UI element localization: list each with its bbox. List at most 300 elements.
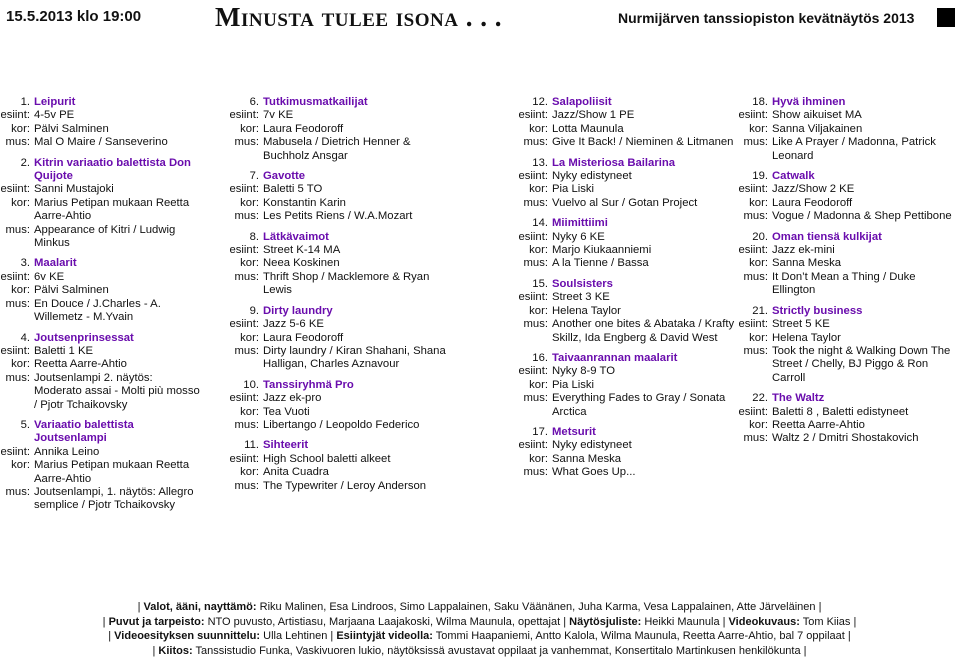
credit-text: Heikki Maunula (644, 616, 719, 628)
field-label: esiint: (218, 244, 263, 257)
field-label: esiint: (722, 183, 772, 196)
field-label: mus: (505, 257, 552, 270)
item-title: Sihteerit (263, 439, 453, 452)
choreographer: Anita Cuadra (263, 466, 453, 479)
performers: Nyky 6 KE (552, 231, 735, 244)
item-performers-row (505, 439, 735, 452)
credit-label: Puvut ja tarpeisto: (109, 616, 205, 628)
item-music-row (505, 392, 735, 419)
program-item (505, 278, 735, 345)
music: Everything Fades to Gray / Sonata Arctica (552, 392, 735, 419)
item-item-title-row (722, 170, 959, 183)
item-choreographer-row (722, 197, 959, 210)
field-label: kor: (218, 257, 263, 270)
item-music-row (218, 345, 453, 372)
music: Appearance of Kitri / Ludwig Minkus (34, 224, 200, 251)
field-label: esiint: (505, 439, 552, 452)
field-label: mus: (218, 345, 263, 372)
item-number: 8. (218, 231, 263, 244)
corner-block (937, 8, 955, 27)
program-item (0, 257, 200, 324)
choreographer: Laura Feodoroff (263, 332, 453, 345)
item-performers-row (218, 109, 453, 122)
music: Vuelvo al Sur / Gotan Project (552, 197, 735, 210)
field-label: mus: (505, 318, 552, 345)
field-label: kor: (0, 123, 34, 136)
credits-line-2: | Puvut ja tarpeisto: NTO puvusto, Artistiasu, Marjaana Laajakoski, Wilma Maunula, opettajat | Näytösjuliste: Heikki Maunula | Videokuvaus: Tom Kiias | (0, 615, 959, 630)
item-item-title-row (218, 379, 453, 392)
program-item (722, 305, 959, 385)
performers: Nyky edistyneet (552, 439, 735, 452)
item-number: 7. (218, 170, 263, 183)
item-item-title-row (722, 392, 959, 405)
item-performers-row (0, 183, 200, 196)
item-choreographer-row (0, 459, 200, 486)
item-number: 11. (218, 439, 263, 452)
page-title: Minusta tulee isona . . . (215, 2, 502, 33)
performers: Jazz ek-pro (263, 392, 453, 405)
item-choreographer-row (505, 379, 735, 392)
field-label: esiint: (218, 109, 263, 122)
field-label: kor: (722, 332, 772, 345)
item-music-row (218, 271, 453, 298)
music: Dirty laundry / Kiran Shahani, Shana Halligan, Charles Aznavour (263, 345, 453, 372)
field-label: esiint: (0, 183, 34, 196)
item-title: Miimittiimi (552, 217, 735, 230)
field-label: mus: (218, 271, 263, 298)
item-number: 18. (722, 96, 772, 109)
program-item (218, 439, 453, 493)
item-choreographer-row (0, 284, 200, 297)
field-label: esiint: (218, 392, 263, 405)
item-music-row (722, 136, 959, 163)
field-label: kor: (505, 305, 552, 318)
choreographer: Laura Feodoroff (263, 123, 453, 136)
event-date: 15.5.2013 klo 19:00 (6, 8, 141, 25)
field-label: kor: (505, 123, 552, 136)
item-performers-row (218, 183, 453, 196)
program-item (722, 96, 959, 163)
performers: Street 5 KE (772, 318, 959, 331)
program-item (218, 170, 453, 224)
music: Mal O Maire / Sanseverino (34, 136, 200, 149)
item-title: Dirty laundry (263, 305, 453, 318)
field-label: esiint: (722, 244, 772, 257)
page-subtitle: Nurmijärven tanssiopiston kevätnäytös 2013 (618, 10, 914, 26)
choreographer: Marius Petipan mukaan Reetta Aarre-Ahtio (34, 197, 200, 224)
item-music-row (722, 210, 959, 223)
field-label: esiint: (722, 318, 772, 331)
choreographer: Marius Petipan mukaan Reetta Aarre-Ahtio (34, 459, 200, 486)
program-item (722, 231, 959, 298)
field-label: esiint: (218, 453, 263, 466)
item-music-row (0, 136, 200, 149)
item-choreographer-row (218, 406, 453, 419)
item-number: 10. (218, 379, 263, 392)
item-item-title-row (722, 305, 959, 318)
choreographer: Sanna Meska (552, 453, 735, 466)
item-music-row (505, 318, 735, 345)
item-performers-row (722, 183, 959, 196)
credit-text: Tom Kiias (803, 616, 851, 628)
item-item-title-row (722, 231, 959, 244)
choreographer: Sanna Viljakainen (772, 123, 959, 136)
item-number: 12. (505, 96, 552, 109)
credit-label: Videoesityksen suunnittelu: (114, 630, 260, 642)
field-label: mus: (722, 271, 772, 298)
item-music-row (0, 224, 200, 251)
music: Joutsenlampi 2. näytös: Moderato assai - Molti più mosso / Pjotr Tchaikovsky (34, 372, 200, 412)
item-choreographer-row (218, 466, 453, 479)
field-label: mus: (0, 372, 34, 412)
choreographer: Reetta Aarre-Ahtio (772, 419, 959, 432)
item-choreographer-row (722, 123, 959, 136)
item-choreographer-row (722, 332, 959, 345)
credits-line-3: | Videoesityksen suunnittelu: Ulla Lehtinen | Esiintyjät videolla: Tommi Haapaniemi, Antto Kalola, Wilma Maunula, Reetta Aarre-Ahtio, bal 7 oppilaat | (0, 629, 959, 644)
field-label: kor: (722, 123, 772, 136)
item-number: 5. (0, 419, 34, 446)
music: En Douce / J.Charles - A. Willemetz - M.Yvain (34, 298, 200, 325)
item-choreographer-row (218, 332, 453, 345)
item-title: Soulsisters (552, 278, 735, 291)
field-label: kor: (505, 183, 552, 196)
item-item-title-row (218, 96, 453, 109)
field-label: kor: (218, 466, 263, 479)
field-label: mus: (218, 136, 263, 163)
item-title: Oman tiensä kulkijat (772, 231, 959, 244)
program-column-2 (218, 96, 453, 500)
credit-text: Ulla Lehtinen (263, 630, 327, 642)
item-item-title-row (505, 352, 735, 365)
performers: High School baletti alkeet (263, 453, 453, 466)
field-label: esiint: (722, 406, 772, 419)
item-choreographer-row (505, 244, 735, 257)
music: Thrift Shop / Macklemore & Ryan Lewis (263, 271, 453, 298)
item-performers-row (722, 406, 959, 419)
item-choreographer-row (505, 123, 735, 136)
credit-label: Esiintyjät videolla: (336, 630, 433, 642)
item-number: 14. (505, 217, 552, 230)
field-label: kor: (0, 197, 34, 224)
performers: Jazz 5-6 KE (263, 318, 453, 331)
choreographer: Reetta Aarre-Ahtio (34, 358, 200, 371)
item-title: The Waltz (772, 392, 959, 405)
field-label: esiint: (722, 109, 772, 122)
item-item-title-row (505, 96, 735, 109)
item-music-row (0, 486, 200, 513)
performers: Show aikuiset MA (772, 109, 959, 122)
music: Les Petits Riens / W.A.Mozart (263, 210, 453, 223)
field-label: kor: (722, 419, 772, 432)
field-label: mus: (505, 392, 552, 419)
music: A la Tienne / Bassa (552, 257, 735, 270)
item-title: Joutsenprinsessat (34, 332, 200, 345)
credit-label: Valot, ääni, nayttämö: (143, 601, 256, 613)
item-performers-row (218, 244, 453, 257)
choreographer: Tea Vuoti (263, 406, 453, 419)
field-label: mus: (218, 480, 263, 493)
field-label: mus: (722, 432, 772, 445)
item-choreographer-row (722, 257, 959, 270)
field-label: mus: (722, 210, 772, 223)
music: Another one bites & Abataka / Krafty Skillz, Ida Engberg & David West (552, 318, 735, 345)
program-item (218, 305, 453, 372)
item-music-row (505, 257, 735, 270)
performers: Baletti 8 , Baletti edistyneet (772, 406, 959, 419)
field-label: kor: (0, 358, 34, 371)
item-number: 9. (218, 305, 263, 318)
program-item (505, 352, 735, 419)
field-label: mus: (218, 210, 263, 223)
item-title: Hyvä ihminen (772, 96, 959, 109)
item-item-title-row (505, 217, 735, 230)
item-item-title-row (218, 231, 453, 244)
item-music-row (722, 432, 959, 445)
program-column-1 (0, 96, 200, 520)
choreographer: Laura Feodoroff (772, 197, 959, 210)
program-item (505, 157, 735, 211)
item-title: Maalarit (34, 257, 200, 270)
music: Vogue / Madonna & Shep Pettibone (772, 210, 959, 223)
field-label: esiint: (218, 318, 263, 331)
choreographer: Konstantin Karin (263, 197, 453, 210)
performers: Nyky 8-9 TO (552, 365, 735, 378)
field-label: mus: (722, 345, 772, 385)
choreographer: Neea Koskinen (263, 257, 453, 270)
field-label: esiint: (505, 109, 552, 122)
item-performers-row (505, 231, 735, 244)
field-label: kor: (722, 197, 772, 210)
item-title: Salapoliisit (552, 96, 735, 109)
item-number: 19. (722, 170, 772, 183)
item-performers-row (722, 244, 959, 257)
item-title: La Misteriosa Bailarina (552, 157, 735, 170)
choreographer: Helena Taylor (772, 332, 959, 345)
field-label: kor: (218, 123, 263, 136)
item-item-title-row (0, 96, 200, 109)
program-column-3 (505, 96, 735, 487)
item-choreographer-row (505, 183, 735, 196)
field-label: mus: (0, 298, 34, 325)
program-column-4 (722, 96, 959, 453)
performers: Baletti 1 KE (34, 345, 200, 358)
item-item-title-row (505, 278, 735, 291)
item-number: 17. (505, 426, 552, 439)
item-performers-row (505, 109, 735, 122)
choreographer: Pälvi Salminen (34, 123, 200, 136)
item-number: 2. (0, 157, 34, 184)
item-performers-row (505, 170, 735, 183)
item-performers-row (505, 365, 735, 378)
item-title: Catwalk (772, 170, 959, 183)
credit-label: Kiitos: (158, 645, 192, 657)
field-label: kor: (722, 257, 772, 270)
program-item (722, 392, 959, 446)
item-item-title-row (0, 157, 200, 184)
field-label: esiint: (505, 291, 552, 304)
item-performers-row (722, 318, 959, 331)
music: It Don’t Mean a Thing / Duke Ellington (772, 271, 959, 298)
field-label: kor: (505, 379, 552, 392)
music: Took the night & Walking Down The Street / Chelly, BJ Piggo & Ron Carroll (772, 345, 959, 385)
credit-text: Tommi Haapaniemi, Antto Kalola, Wilma Maunula, Reetta Aarre-Ahtio, bal 7 oppilaat (436, 630, 845, 642)
performers: Annika Leino (34, 446, 200, 459)
item-number: 4. (0, 332, 34, 345)
item-title: Kitrin variaatio balettista Don Quijote (34, 157, 200, 184)
program-item (0, 419, 200, 513)
item-music-row (218, 210, 453, 223)
item-music-row (505, 197, 735, 210)
choreographer: Helena Taylor (552, 305, 735, 318)
choreographer: Marjo Kiukaanniemi (552, 244, 735, 257)
field-label: mus: (722, 136, 772, 163)
item-performers-row (0, 109, 200, 122)
field-label: kor: (0, 284, 34, 297)
performers: 7v KE (263, 109, 453, 122)
music: Waltz 2 / Dmitri Shostakovich (772, 432, 959, 445)
item-choreographer-row (218, 123, 453, 136)
item-music-row (0, 372, 200, 412)
item-performers-row (722, 109, 959, 122)
item-choreographer-row (722, 419, 959, 432)
music: What Goes Up... (552, 466, 735, 479)
choreographer: Sanna Meska (772, 257, 959, 270)
credit-label: Näytösjuliste: (569, 616, 641, 628)
program-item (218, 231, 453, 298)
performers: 6v KE (34, 271, 200, 284)
field-label: kor: (218, 406, 263, 419)
field-label: esiint: (505, 231, 552, 244)
item-title: Taivaanrannan maalarit (552, 352, 735, 365)
credits-line-1: | Valot, ääni, nayttämö: Riku Malinen, Esa Lindroos, Simo Lappalainen, Saku Väänänen, Juha Karma, Vesa Lappalainen, Atte Järveläinen | (0, 600, 959, 615)
music: Mabusela / Dietrich Henner & Buchholz Ansgar (263, 136, 453, 163)
item-number: 16. (505, 352, 552, 365)
item-performers-row (218, 453, 453, 466)
program-item (505, 96, 735, 150)
choreographer: Lotta Maunula (552, 123, 735, 136)
field-label: esiint: (0, 446, 34, 459)
item-title: Lätkävaimot (263, 231, 453, 244)
field-label: kor: (0, 459, 34, 486)
field-label: esiint: (0, 345, 34, 358)
performers: Nyky edistyneet (552, 170, 735, 183)
field-label: kor: (505, 453, 552, 466)
item-title: Strictly business (772, 305, 959, 318)
program-item (0, 157, 200, 251)
field-label: esiint: (0, 109, 34, 122)
item-choreographer-row (0, 197, 200, 224)
item-choreographer-row (505, 453, 735, 466)
performers: Sanni Mustajoki (34, 183, 200, 196)
item-item-title-row (218, 439, 453, 452)
credit-text: NTO puvusto, Artistiasu, Marjaana Laajakoski, Wilma Maunula, opettajat (208, 616, 561, 628)
choreographer: Pia Liski (552, 379, 735, 392)
program-item (218, 96, 453, 163)
performers: Jazz ek-mini (772, 244, 959, 257)
music: Joutsenlampi, 1. näytös: Allegro semplice / Pjotr Tchaikovsky (34, 486, 200, 513)
item-music-row (218, 136, 453, 163)
music: Give It Back! / Nieminen & Litmanen (552, 136, 735, 149)
item-item-title-row (0, 419, 200, 446)
credits-line-4: | Kiitos: Tanssistudio Funka, Vaskivuoren lukio, näytöksissä avustavat oppilaat ja vanhemmat, Konsertitalo Martinkusen henkilökunta | (0, 644, 959, 658)
item-item-title-row (722, 96, 959, 109)
credit-text: Tanssistudio Funka, Vaskivuoren lukio, näytöksissä avustavat oppilaat ja vanhemmat, Konsertitalo Martinkusen henkilökunta (195, 645, 800, 657)
item-performers-row (0, 446, 200, 459)
item-number: 15. (505, 278, 552, 291)
item-music-row (218, 480, 453, 493)
item-music-row (0, 298, 200, 325)
item-title: Metsurit (552, 426, 735, 439)
item-title: Variaatio balettista Joutsenlampi (34, 419, 200, 446)
item-music-row (505, 466, 735, 479)
item-choreographer-row (218, 197, 453, 210)
program-item (722, 170, 959, 224)
item-number: 1. (0, 96, 34, 109)
page-header (0, 0, 959, 36)
choreographer: Pia Liski (552, 183, 735, 196)
item-number: 3. (0, 257, 34, 270)
item-music-row (722, 271, 959, 298)
item-choreographer-row (505, 305, 735, 318)
field-label: kor: (218, 197, 263, 210)
program-item (0, 332, 200, 412)
performers: Jazz/Show 2 KE (772, 183, 959, 196)
item-title: Tanssiryhmä Pro (263, 379, 453, 392)
performers: Baletti 5 TO (263, 183, 453, 196)
field-label: esiint: (505, 170, 552, 183)
item-item-title-row (218, 170, 453, 183)
performers: Street 3 KE (552, 291, 735, 304)
item-title: Tutkimusmatkailijat (263, 96, 453, 109)
item-performers-row (0, 345, 200, 358)
item-number: 13. (505, 157, 552, 170)
credit-label: Videokuvaus: (729, 616, 800, 628)
field-label: mus: (218, 419, 263, 432)
item-item-title-row (0, 257, 200, 270)
choreographer: Pälvi Salminen (34, 284, 200, 297)
item-item-title-row (218, 305, 453, 318)
item-performers-row (505, 291, 735, 304)
item-music-row (722, 345, 959, 385)
item-performers-row (218, 392, 453, 405)
item-performers-row (218, 318, 453, 331)
performers: Street K-14 MA (263, 244, 453, 257)
field-label: kor: (218, 332, 263, 345)
field-label: esiint: (218, 183, 263, 196)
item-item-title-row (0, 332, 200, 345)
program-item (0, 96, 200, 150)
credits-footer (0, 600, 959, 658)
program-item (505, 217, 735, 271)
item-choreographer-row (218, 257, 453, 270)
item-performers-row (0, 271, 200, 284)
performers: Jazz/Show 1 PE (552, 109, 735, 122)
credit-text: Riku Malinen, Esa Lindroos, Simo Lappalainen, Saku Väänänen, Juha Karma, Vesa Lappalainen, Atte Järveläinen (260, 601, 816, 613)
item-number: 20. (722, 231, 772, 244)
performers: 4-5v PE (34, 109, 200, 122)
music: Like A Prayer / Madonna, Patrick Leonard (772, 136, 959, 163)
item-title: Gavotte (263, 170, 453, 183)
item-music-row (218, 419, 453, 432)
music: The Typewriter / Leroy Anderson (263, 480, 453, 493)
item-title: Leipurit (34, 96, 200, 109)
field-label: kor: (505, 244, 552, 257)
field-label: esiint: (0, 271, 34, 284)
program-item (218, 379, 453, 433)
item-choreographer-row (0, 358, 200, 371)
item-number: 6. (218, 96, 263, 109)
field-label: esiint: (505, 365, 552, 378)
